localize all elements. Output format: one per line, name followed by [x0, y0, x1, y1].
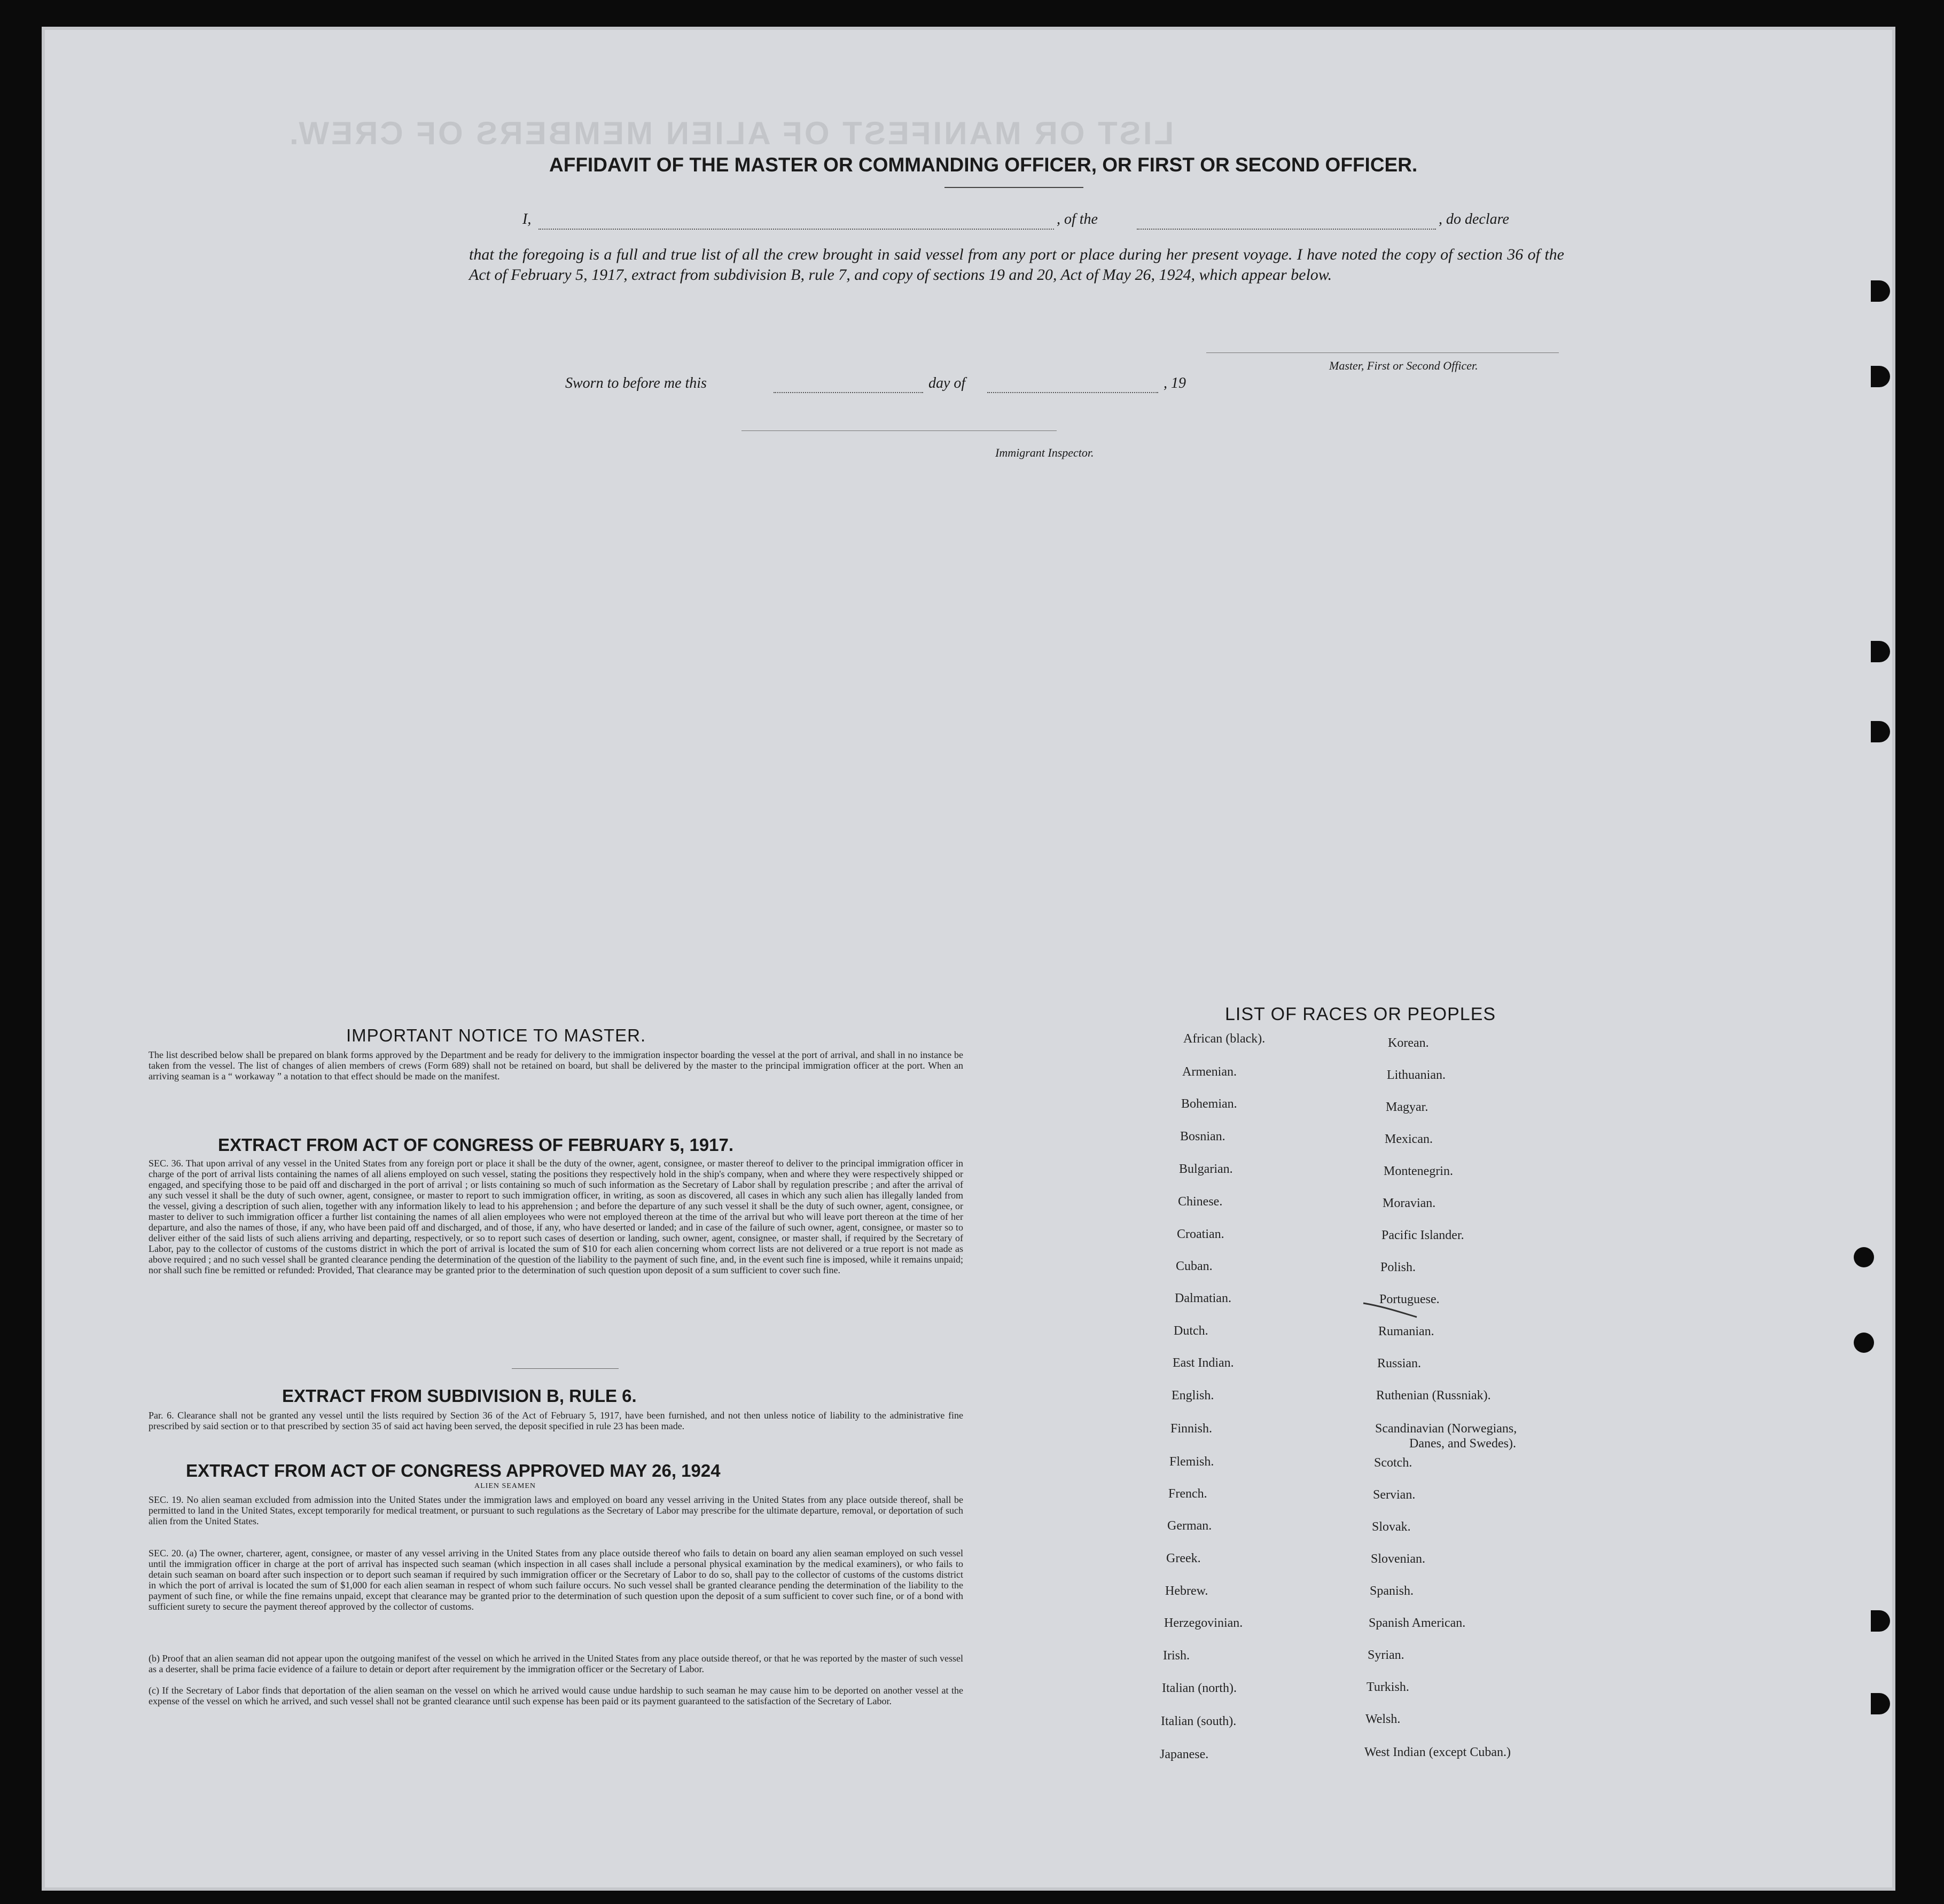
- binder-hole: [1871, 641, 1890, 662]
- binder-hole: [1854, 1247, 1874, 1267]
- vessel-field[interactable]: [1137, 229, 1436, 230]
- notice-title: IMPORTANT NOTICE TO MASTER.: [346, 1025, 646, 1045]
- sworn-day-of: day of: [928, 375, 966, 391]
- binder-hole: [1871, 280, 1890, 302]
- affidavit-i-label: I,: [522, 211, 532, 228]
- race-right-item: Magyar.: [1386, 1100, 1428, 1114]
- sworn-label: Sworn to before me this: [565, 375, 707, 391]
- race-right-item: Rumanian.: [1378, 1325, 1434, 1338]
- race-right-item: Moravian.: [1383, 1196, 1436, 1210]
- race-left-item: Finnish.: [1170, 1422, 1213, 1436]
- race-right-item: Spanish American.: [1369, 1616, 1466, 1630]
- subdivision-title: EXTRACT FROM SUBDIVISION B, RULE 6.: [282, 1386, 637, 1406]
- race-right-item: Slovak.: [1372, 1520, 1411, 1534]
- race-right-item: Montenegrin.: [1384, 1164, 1453, 1178]
- sec20c-body: (c) If the Secretary of Labor finds that deportation of the alien seaman on the vessel on which he arrived would cause undue hardship to such seaman he may cause him to be deported on another vessel at the expense of the vessel on which he arrived, and such vessel shall not be granted clearance until such expense has been paid or its payment guaranteed to the satisfaction of the Secretary of Labor.: [149, 1685, 963, 1706]
- race-left-item: African (black).: [1183, 1032, 1266, 1046]
- binder-hole: [1871, 721, 1890, 742]
- race-left-item: Bosnian.: [1180, 1130, 1225, 1143]
- sworn-day-field[interactable]: [774, 392, 923, 393]
- race-right-item: Spanish.: [1370, 1584, 1414, 1598]
- section-rule: [512, 1368, 619, 1369]
- race-left-item: Bulgarian.: [1179, 1162, 1233, 1176]
- race-left-item: Dalmatian.: [1175, 1291, 1231, 1305]
- race-left-item: East Indian.: [1173, 1356, 1234, 1370]
- race-left-item: Croatian.: [1177, 1227, 1224, 1241]
- race-right-item: Russian.: [1377, 1357, 1422, 1370]
- race-right-item: Slovenian.: [1371, 1552, 1425, 1566]
- race-right-item: Scotch.: [1374, 1456, 1412, 1470]
- race-right-item: Portuguese.: [1379, 1292, 1440, 1306]
- sworn-month-field[interactable]: [987, 392, 1158, 393]
- extract-1917-body: SEC. 36. That upon arrival of any vessel in the United States from any foreign port or place it shall be the duty of the owner, agent, consignee, or master thereof to deliver to the principal immigration officer in charge of the port of arrival lists containing the names of all aliens employed on such vessel, stating the positions they respectively hold in the ship's company, when and where they were respectively shipped or engaged, and specifying those to be paid off and discharged in the port of arrival ; or lists containing so much of such information as the Secretary of Labor shall by regulation prescribe ; and after the arrival of any such vessel it shall be the duty of such owner, agent, consignee, or master to report to such immigration officer, in writing, as soon as discovered, all cases in which any such alien has illegally landed from the vessel, giving a description of such alien, together with any information likely to lead to his apprehension ; and before the departure of any such vessel it shall be the duty of such owner, agent, consignee, or master to deliver to such immigration officer a further list containing the names of all alien employees who were not employed thereon at the time of the arrival but who will leave port thereon at the time of her departure, and also the names of those, if any, who have been paid off and discharged, and of those, if any, who have deserted or landed; and in case of the failure of such owner, agent, consignee, or master so to deliver either of the said lists of such aliens arriving and departing, respectively, or so to report such cases of desertion or landing, such owner, agent, consignee, or master shall, if required by the Secretary of Labor, pay to the collector of customs of the customs district in which the port of arrival is located the sum of $10 for each alien concerning whom correct lists are not delivered or a true report is not made as above required ; and no such vessel shall be granted clearance pending the determination of the question of the liability to the payment of such fine, and, in the event such fine is imposed, while it remains unpaid; nor shall such fine be remitted or refunded: Provided, That clearance may be granted prior to the determination of such question upon deposit of a sum sufficient to cover such fine.: [149, 1158, 963, 1275]
- race-right-item: Servian.: [1373, 1488, 1416, 1502]
- race-left-item: Irish.: [1163, 1649, 1190, 1663]
- race-left-item: Italian (north).: [1162, 1681, 1237, 1695]
- race-left-item: Italian (south).: [1161, 1714, 1237, 1728]
- race-left-item: English.: [1172, 1389, 1214, 1402]
- extract-1924-title: EXTRACT FROM ACT OF CONGRESS APPROVED MAY 26, 1924: [186, 1461, 721, 1480]
- race-right-item: Mexican.: [1385, 1132, 1433, 1146]
- race-right-item: Welsh.: [1365, 1712, 1401, 1726]
- subdivision-body: Par. 6. Clearance shall not be granted any vessel until the lists required by Section 36 of the Act of February 5, 1917, have been furnished, and not then unless notice of liability to the administrative fine prescribed by said section or to that prescribed by section 35 of said act having been served, the deposit specified in rule 23 has been made.: [149, 1410, 963, 1431]
- race-right-item: Turkish.: [1367, 1680, 1409, 1694]
- race-right-item: Ruthenian (Russniak).: [1376, 1389, 1491, 1402]
- race-right-item: Pacific Islander.: [1381, 1228, 1464, 1242]
- race-left-item: Dutch.: [1174, 1324, 1208, 1338]
- binder-hole: [1854, 1333, 1874, 1353]
- title-rule: [944, 187, 1083, 188]
- sec20b-body: (b) Proof that an alien seaman did not appear upon the outgoing manifest of the vessel on which he arrived in the United States from any place outside thereof, or that he was reported by the master of such vessel as a deserter, shall be prima facie evidence of a failure to detain or deport after requirement by the immigration officer or the Secretary of Labor.: [149, 1653, 963, 1674]
- binder-hole: [1871, 1610, 1890, 1632]
- race-left-item: Chinese.: [1178, 1195, 1223, 1209]
- race-right-item: Lithuanian.: [1387, 1068, 1446, 1082]
- document-page: [42, 27, 1895, 1891]
- affidavit-body: that the foregoing is a full and true list of all the crew brought in said vessel from any port or place during her present voyage. I have noted the copy of section 36 of the Act of February 5, 1917, extract from subdivision B, rule 7, and copy of sections 19 and 20, Act of May 26, 1924, which appear below.: [469, 246, 1564, 284]
- race-left-item: Japanese.: [1160, 1748, 1209, 1761]
- name-field[interactable]: [538, 229, 1054, 230]
- race-right-item: West Indian (except Cuban.): [1364, 1745, 1511, 1759]
- race-left-item: French.: [1168, 1487, 1207, 1501]
- race-left-item: Flemish.: [1169, 1455, 1214, 1469]
- affidavit-do-declare: , do declare: [1439, 211, 1509, 228]
- inspector-label: Immigrant Inspector.: [995, 446, 1094, 459]
- race-left-item: Greek.: [1166, 1552, 1201, 1565]
- races-title: LIST OF RACES OR PEOPLES: [1225, 1004, 1496, 1024]
- race-left-item: Armenian.: [1182, 1065, 1237, 1079]
- sworn-year: , 19: [1164, 375, 1186, 391]
- pencil-mark: [1361, 1299, 1420, 1320]
- race-left-item: Bohemian.: [1181, 1097, 1237, 1111]
- race-left-item: Herzegovinian.: [1164, 1616, 1243, 1630]
- race-left-item: Cuban.: [1176, 1259, 1213, 1273]
- race-right-item: Polish.: [1380, 1260, 1416, 1274]
- race-right-item: Korean.: [1388, 1036, 1429, 1050]
- affidavit-title: AFFIDAVIT OF THE MASTER OR COMMANDING OFFICER, OR FIRST OR SECOND OFFICER.: [549, 154, 1418, 176]
- binder-hole: [1871, 1693, 1890, 1714]
- master-signature-label: Master, First or Second Officer.: [1329, 359, 1478, 372]
- race-left-item: German.: [1167, 1519, 1212, 1533]
- sec20a-body: SEC. 20. (a) The owner, charterer, agent, consignee, or master of any vessel arriving in the United States from any place outside thereof who fails to detain on board any alien seaman employed on such vessel until the immigration officer in charge at the port of arrival has inspected such seaman (which inspection in all cases shall include a personal physical examination by the medical examiners), or who fails to detain such seaman on board after such inspection or to deport such seaman if required by such immigration officer or the Secretary of Labor to do so, shall pay to the collector of customs of the customs district in which the port of arrival is located the sum of $1,000 for each alien seaman in respect of whom such failure occurs. No such vessel shall be granted clearance pending the determination of the liability to the payment of such fine, or while the fine remains unpaid, except that clearance may be granted prior to the determination of such question upon the deposit of a sum sufficient to cover such fine, or of a bond with sufficient surety to secure the payment thereof approved by the collector of customs.: [149, 1548, 963, 1612]
- notice-body: The list described below shall be prepared on blank forms approved by the Department and be ready for delivery to the immigration inspector boarding the vessel at the port of arrival, and shall in no instance be taken from the vessel. The list of changes of alien members of crews (Form 689) shall not be retained on board, but shall be delivered by the master to the principal immigration officer at the port. When an arriving seaman is a “ workaway ” a notation to that effect should be made on the manifest.: [149, 1049, 963, 1082]
- race-right-item: Syrian.: [1368, 1648, 1404, 1662]
- bleed-through-text: LIST OR MANIFEST OF ALIEN MEMBERS OF CREW.: [287, 115, 1174, 151]
- binder-hole: [1871, 366, 1890, 387]
- extract-1924-subtitle: ALIEN SEAMEN: [474, 1482, 536, 1490]
- inspector-signature-line[interactable]: [741, 430, 1057, 431]
- extract-1917-title: EXTRACT FROM ACT OF CONGRESS OF FEBRUARY 5, 1917.: [218, 1135, 734, 1155]
- race-right-item: Scandinavian (Norwegians,: [1375, 1422, 1517, 1436]
- master-signature-line[interactable]: [1206, 352, 1559, 353]
- race-left-item: Hebrew.: [1165, 1584, 1208, 1598]
- race-right-item: Danes, and Swedes).: [1409, 1437, 1516, 1451]
- sec19-body: SEC. 19. No alien seaman excluded from admission into the United States under the immigration laws and employed on board any vessel arriving in the United States from any place outside thereof, shall be permitted to land in the United States, except temporarily for medical treatment, or pursuant to such regulations as the Secretary of Labor may prescribe for the ultimate departure, removal, or deportation of such alien from the United States.: [149, 1494, 963, 1526]
- affidavit-of-the: , of the: [1057, 211, 1098, 228]
